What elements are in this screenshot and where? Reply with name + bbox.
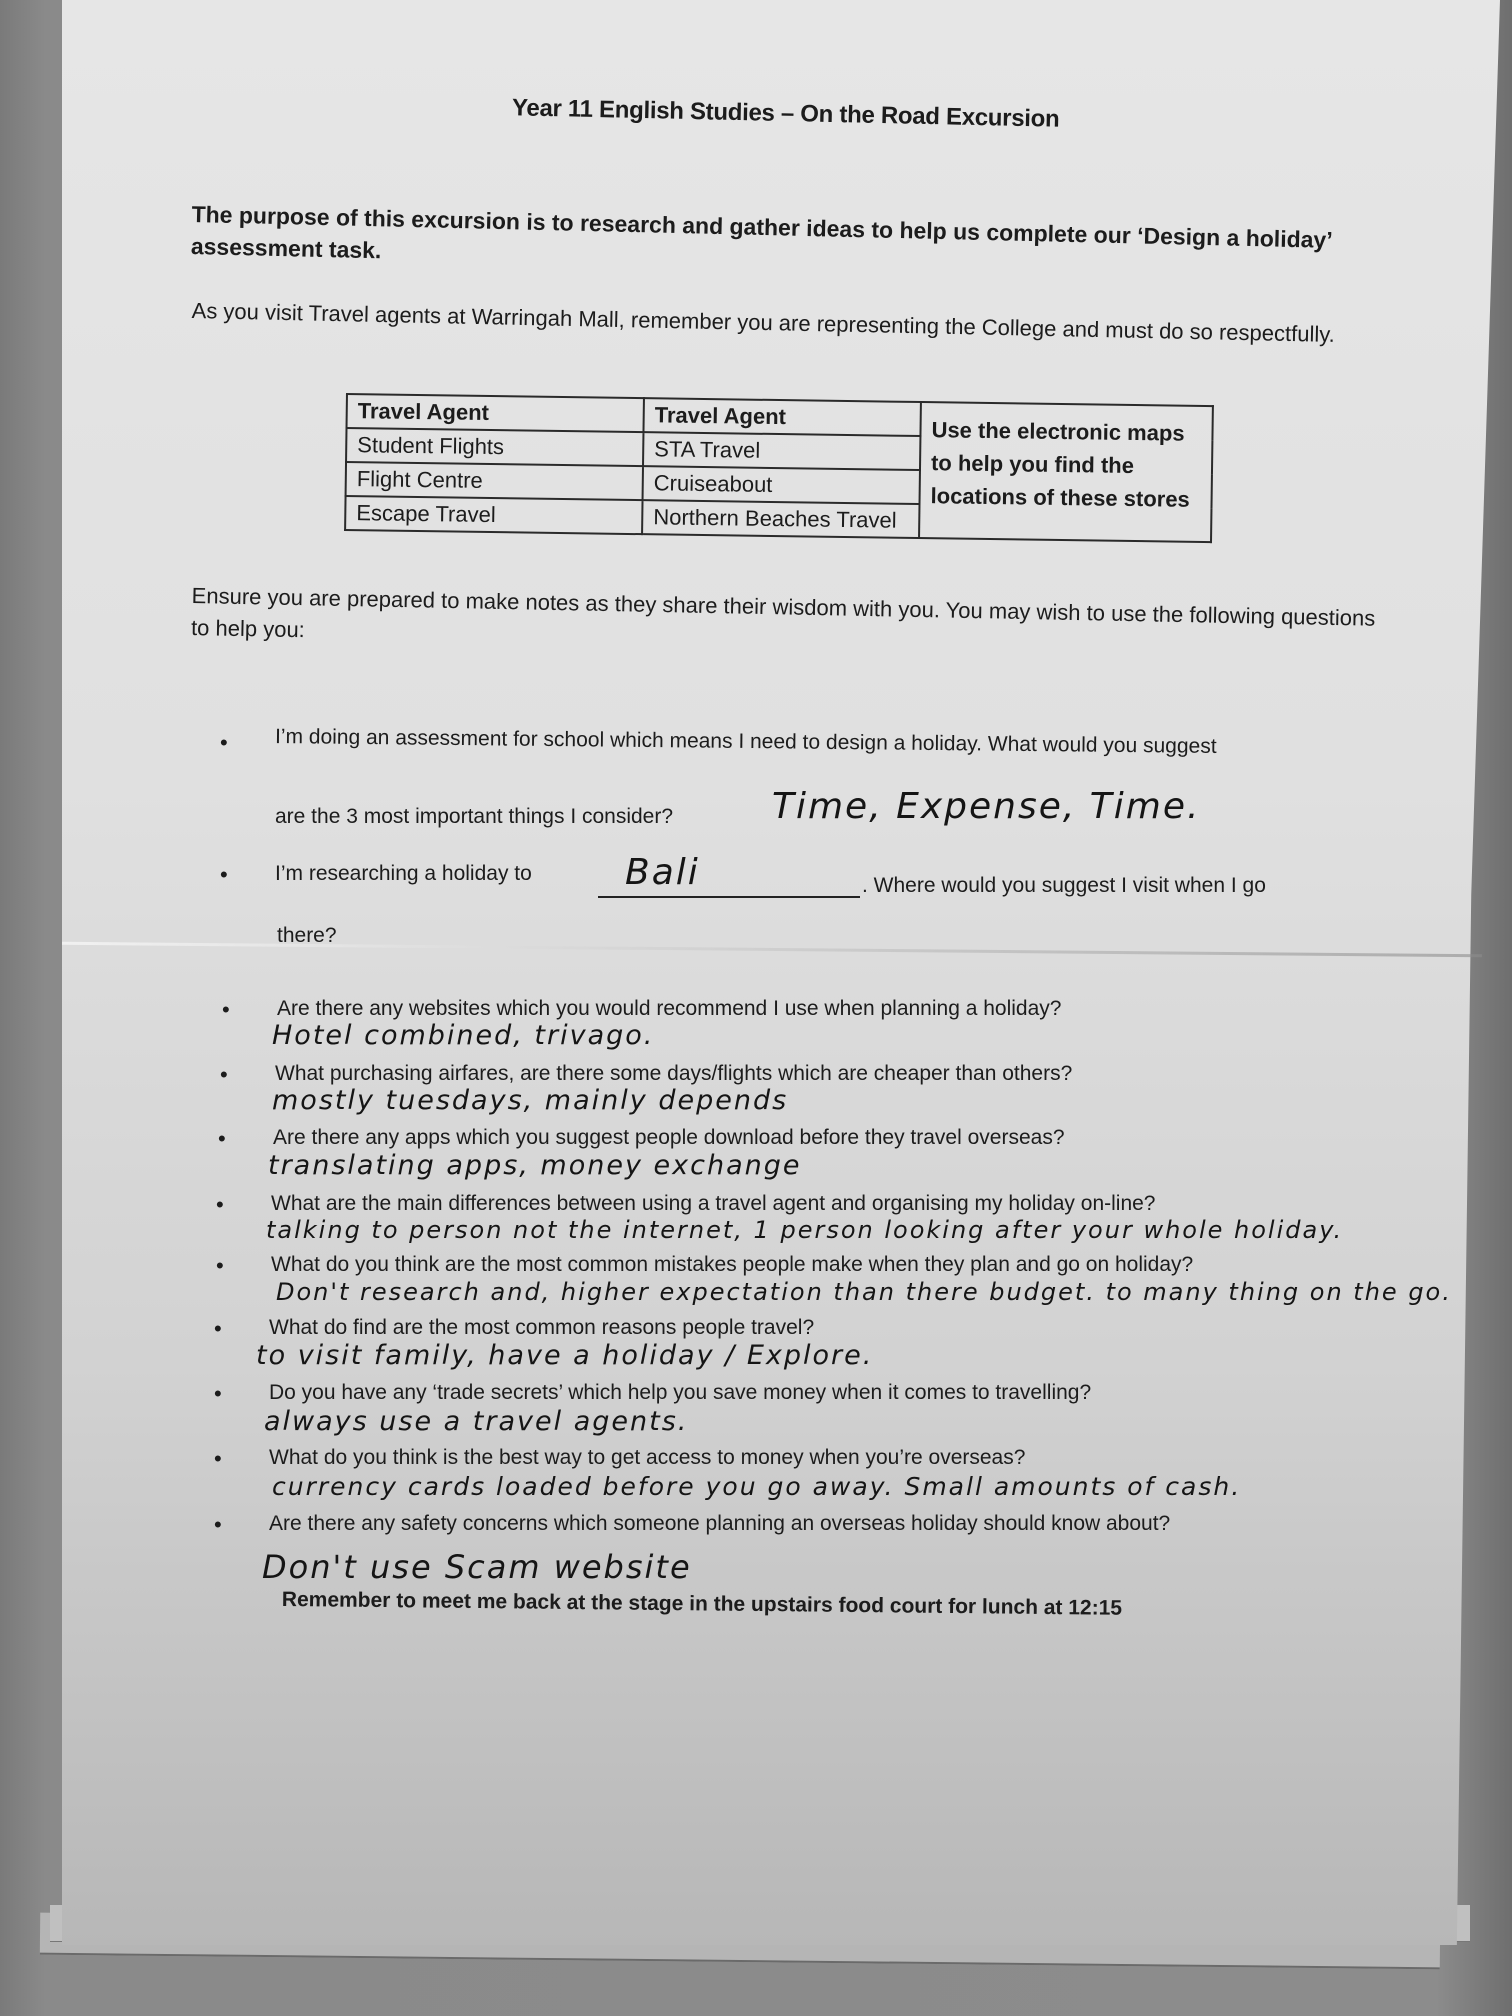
question-text: I’m doing an assessment for school which means I need to design a holiday. What would you suggest [274,725,1217,758]
question-text: I’m researching a holiday to [275,862,532,885]
table-cell: Student Flights [346,428,643,466]
bullet-icon: • [216,1192,224,1217]
table-note: Use the electronic maps to help you find the locations of these stores [919,402,1213,542]
table-cell: Escape Travel [345,496,642,534]
question-text: Are there any websites which you would recommend I use when planning a holiday? [277,997,1062,1020]
table-cell: Cruiseabout [643,466,920,504]
lunch-reminder: Remember to meet me back at the stage in the upstairs food court for lunch at 12:15 [281,1588,1123,1620]
intro-paragraph: As you visit Travel agents at Warringah Mall, remember you are representing the College and must do so respectfully. [191,297,1335,347]
handwritten-answer: Don't research and, higher expectation than there budget. to many thing on the go. [276,1278,1452,1306]
bullet-icon: • [220,862,228,887]
question-text: What purchasing airfares, are there some days/flights which are cheaper than others? [275,1062,1073,1085]
handwritten-answer: talking to person not the internet, 1 person looking after your whole holiday. [266,1216,1344,1244]
bullet-icon: • [218,1126,226,1151]
handwritten-answer: always use a travel agents. [264,1406,689,1437]
question-text: Are there any safety concerns which someone planning an overseas holiday should know about? [269,1512,1171,1535]
question-text: What do find are the most common reasons people travel? [269,1316,815,1339]
question-text: Do you have any ‘trade secrets’ which help you save money when it comes to travelling? [269,1381,1092,1404]
page-title: Year 11 English Studies – On the Road Excursion [511,94,1060,133]
bullet-icon: • [216,1253,224,1278]
bullet-icon: • [214,1446,222,1471]
table-header: Travel Agent [347,394,644,432]
handwritten-answer: Hotel combined, trivago. [272,1020,655,1051]
table-header: Travel Agent [643,398,920,436]
worksheet-paper [62,0,1500,1945]
bullet-icon: • [214,1316,222,1341]
question-text: What are the main differences between using a travel agent and organising my holiday on-line? [271,1192,1156,1215]
bullet-icon: • [214,1512,222,1537]
bullet-icon: • [220,1062,228,1087]
handwritten-answer: currency cards loaded before you go away. Small amounts of cash. [272,1472,1242,1501]
travel-agents-table [344,393,1214,543]
question-text: there? [277,924,337,947]
table-cell: STA Travel [643,432,920,470]
handwritten-answer: Don't use Scam website [262,1548,692,1586]
question-text: What do you think are the most common mistakes people make when they plan and go on holiday? [271,1253,1194,1276]
question-text: Are there any apps which you suggest people download before they travel overseas? [273,1126,1065,1149]
handwritten-answer: Time, Expense, Time. [772,786,1201,827]
table-cell: Flight Centre [346,462,643,500]
bullet-icon: • [220,730,228,755]
question-text: What do you think is the best way to get access to money when you’re overseas? [269,1446,1026,1469]
bullet-icon: • [214,1381,222,1406]
handwritten-destination: Bali [625,852,700,893]
question-text: . Where would you suggest I visit when I go [862,874,1266,897]
table-cell: Northern Beaches Travel [642,500,919,538]
handwritten-answer: to visit family, have a holiday / Explore. [256,1340,874,1371]
handwritten-answer: translating apps, money exchange [268,1150,802,1181]
purpose-statement: The purpose of this excursion is to research and gather ideas to help us complete our ‘Design a holiday’ assessment task. [190,200,1332,264]
instructions-paragraph: Ensure you are prepared to make notes as they share their wisdom with you. You may wish to use the following questions to help you: [190,582,1376,643]
handwritten-answer: mostly tuesdays, mainly depends [272,1085,789,1116]
bullet-icon: • [222,997,230,1022]
question-text: are the 3 most important things I consider? [275,805,674,828]
